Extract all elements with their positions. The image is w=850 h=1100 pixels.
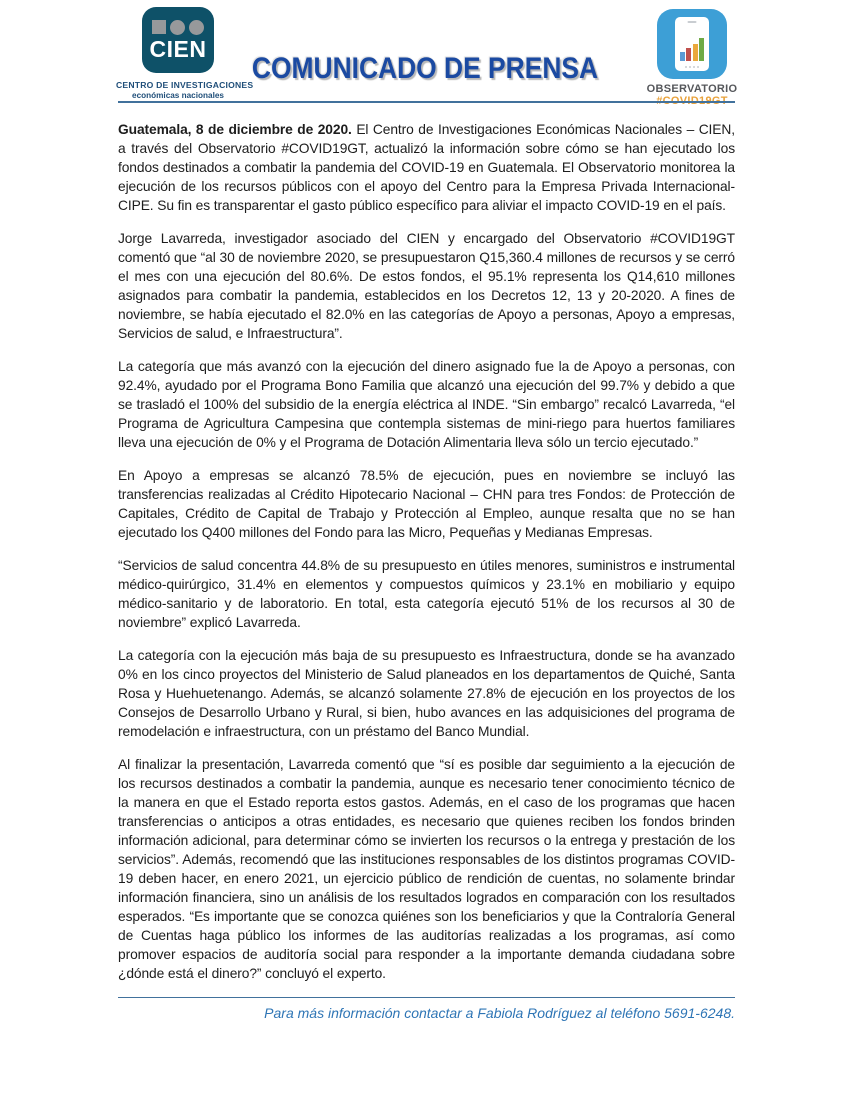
bar-yellow-icon	[693, 44, 698, 61]
paragraph-text: El Centro de Investigaciones Económicas Nacionales – CIEN, a través del Observatorio #COVID19GT, actualizó la información sobre cómo se han ejecutado los fondos destinados a combatir la pandemia del COVID-19 en Guatemala. El Observatorio monitorea la ejecución de los recursos públicos con el apoyo del Centro para la Empresa Privada Internacional-CIPE. Su fin es transparentar el gasto público específico para aliviar el impacto COVID-19 en el país.	[118, 122, 735, 213]
bar-blue-icon	[680, 52, 685, 61]
observatorio-label: OBSERVATORIO	[646, 83, 738, 95]
smartphone-icon	[675, 17, 709, 71]
paragraph-infraestructura: La categoría con la ejecución más baja de su presupuesto es Infraestructura, donde se ha avanzado 0% en los cinco proyectos del Ministerio de Salud planeados en los departamentos de Quiché, Santa Rosa y Huehuetenango. Además, se alcanzó solamente 27.8% de ejecución en los proyectos de los Consejos de Desarrollo Urbano y Rural, si bien, hubo avances en las adquisiciones del programa de remodelación e infraestructura, con un préstamo del Banco Mundial.	[118, 648, 735, 739]
dateline: Guatemala, 8 de diciembre de 2020.	[118, 122, 357, 137]
press-release-body	[118, 120, 735, 1023]
cien-org-name-line2: económicas nacionales	[132, 91, 224, 100]
phone-buttons-icon	[685, 66, 699, 68]
phone-speaker-icon	[688, 21, 697, 23]
bar-green-icon	[699, 38, 704, 61]
paragraph-servicios-salud: “Servicios de salud concentra 44.8% de su presupuesto en útiles menores, suministros e instrumental médico-quirúrgico, 31.4% en elementos y compuestos químicos y 23.1% en mobiliario y equipo médico-sanitario y de laboratorio. En total, esta categoría ejecutó 51% de los recursos al 30 de noviembre” explicó Lavarreda.	[118, 558, 735, 630]
page-title: COMUNICADO DE PRENSA	[251, 52, 599, 85]
observatorio-logo-icon	[657, 9, 727, 79]
footer-divider	[118, 997, 735, 998]
contact-info: Para más información contactar a Fabiola Rodríguez al teléfono 5691-6248.	[264, 1005, 735, 1021]
header-divider	[118, 101, 735, 103]
paragraph-budget: Jorge Lavarreda, investigador asociado del CIEN y encargado del Observatorio #COVID19GT comentó que “al 30 de noviembre 2020, se presupuestaron Q15,360.4 millones de recursos y se cerró el mes con una ejecución del 80.6%. De estos fondos, el 95.1% representa los Q14,610 millones asignados para combatir la pandemia, establecidos en los Decretos 12, 13 y 20-2020. A fines de noviembre, se había ejecutado el 82.0% en las categorías de Apoyo a personas, Apoyo a empresas, Servicios de salud, e Infraestructura”.	[118, 231, 735, 341]
cien-acronym: CIEN	[149, 35, 207, 62]
paragraph-apoyo-personas: La categoría que más avanzó con la ejecución del dinero asignado fue la de Apoyo a personas, con 92.4%, ayudado por el Programa Bono Familia que alcanzó una ejecución del 99.7% y debido a que se trasladó el 100% del subsidio de la energía eléctrica al INDE. “Sin embargo” recalcó Lavarreda, “el Programa de Agricultura Campesina que contempla sistemas de mini-riego para huertos familiares lleva una ejecución de 0% y el Programa de Dotación Alimentaria lleva sólo un tercio ejecutado.”	[118, 359, 735, 450]
circle-shape-icon	[189, 20, 204, 35]
cien-logo-shapes-icon	[152, 20, 204, 35]
cien-org-name-line1: CENTRO DE INVESTIGACIONES	[116, 80, 254, 90]
square-shape-icon	[152, 20, 166, 34]
paragraph-dateline	[118, 120, 735, 215]
footer	[118, 997, 735, 1023]
bar-red-icon	[686, 48, 691, 61]
circle-shape-icon	[170, 20, 185, 35]
paragraph-conclusion: Al finalizar la presentación, Lavarreda comentó que “sí es posible dar seguimiento a la ejecución de los recursos destinados a combatir la pandemia, aunque es necesario tener conocimiento técnico de la manera en que el Estado reporta estos gastos. Además, en el caso de los programas que hacen transferencias o anticipos a otras entidades, es necesario que quienes reciben los fondos brinden información adicional, para determinar cómo se invierten los recursos o la entrega y prestación de los servicios”. Además, recomendó que las instituciones responsables de los distintos programas COVID-19 deben hacer, en enero 2021, un ejercicio público de rendición de cuentas, no solamente brindar información financiera, sino un análisis de los resultados logrados en comparación con los resultados esperados. “Es importante que se conozca quiénes son los beneficiarios y que la Contraloría General de Cuentas haga público los informes de las auditorías realizadas a los programas, así como promover espacios de auditoría social para responder a la importante demanda ciudadana sobre ¿dónde está el dinero?” concluyó el experto.	[118, 757, 735, 981]
bar-chart-icon	[680, 31, 704, 61]
header	[0, 0, 850, 112]
observatorio-logo	[644, 9, 740, 107]
paragraph-apoyo-empresas: En Apoyo a empresas se alcanzó 78.5% de ejecución, pues en noviembre se incluyó las transferencias realizadas al Crédito Hipotecario Nacional – CHN para tres Fondos: de Protección de Capitales, Crédito de Capital de Trabajo y Protección al Empleo, aunque resalta que no se han ejecutado los Q400 millones del Fondo para las Micro, Pequeñas y Medianas Empresas.	[118, 468, 735, 540]
